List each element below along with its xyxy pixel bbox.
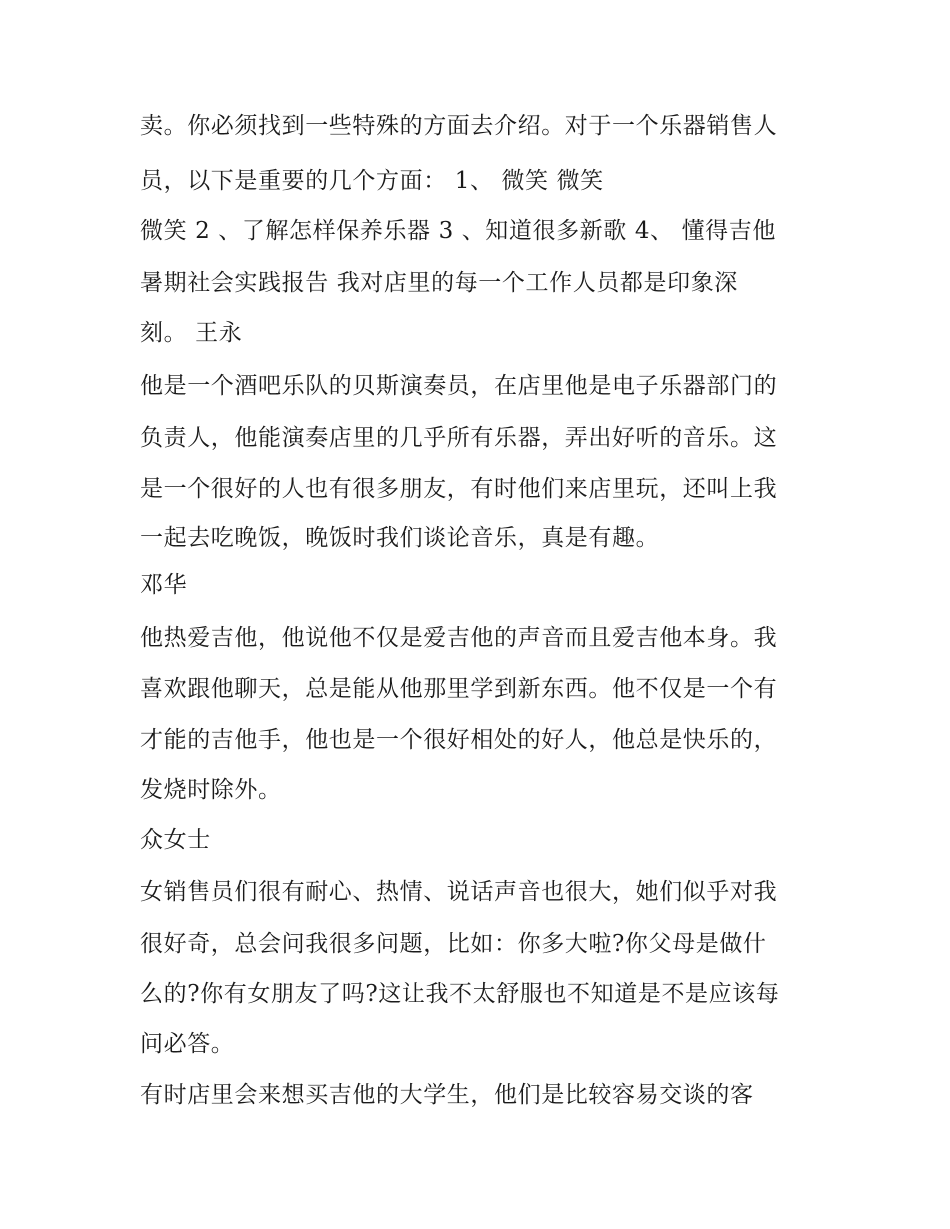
- text-line: 负责人，他能演奏店里的几乎所有乐器，弄出好听的音乐。这: [140, 425, 778, 451]
- text-line: 暑期社会实践报告 我对店里的每一个工作人员都是印象深: [140, 270, 738, 296]
- section-heading: 邓华: [140, 572, 188, 598]
- text-line: 女销售员们很有耐心、热情、说话声音也很大，她们似乎对我: [140, 879, 778, 905]
- section-heading: 众女士: [140, 827, 211, 853]
- text-line: 发烧时除外。: [140, 777, 282, 803]
- text-line: 他是一个酒吧乐队的贝斯演奏员，在店里他是电子乐器部门的: [140, 373, 778, 399]
- text-line: 一起去吃晚饭，晚饭时我们谈论音乐，真是有趣。: [140, 525, 660, 551]
- text-line: 卖。你必须找到一些特殊的方面去介绍。对于一个乐器销售人: [140, 113, 778, 139]
- text-line: 微笑 2 、了解怎样保养乐器 3 、知道很多新歌 4、 懂得吉他: [140, 218, 776, 244]
- text-line: 有时店里会来想买吉他的大学生，他们是比较容易交谈的客: [140, 1082, 754, 1108]
- text-line: 么的?你有女朋友了吗?这让我不太舒服也不知道是不是应该每: [140, 981, 780, 1007]
- text-line: 才能的吉他手，他也是一个很好相处的好人，他总是快乐的，: [140, 727, 778, 753]
- text-line: 问必答。: [140, 1031, 235, 1057]
- text-line: 喜欢跟他聊天，总是能从他那里学到新东西。他不仅是一个有: [140, 676, 778, 702]
- text-line: 很好奇，总会问我很多问题，比如：你多大啦?你父母是做什: [140, 931, 767, 957]
- text-line: 是一个很好的人也有很多朋友，有时他们来店里玩，还叫上我: [140, 476, 778, 502]
- text-line: 员，以下是重要的几个方面： 1、 微笑 微笑: [140, 168, 604, 194]
- text-line: 他热爱吉他，他说他不仅是爱吉他的声音而且爱吉他本身。我: [140, 625, 778, 651]
- text-line: 刻。 王永: [140, 320, 243, 346]
